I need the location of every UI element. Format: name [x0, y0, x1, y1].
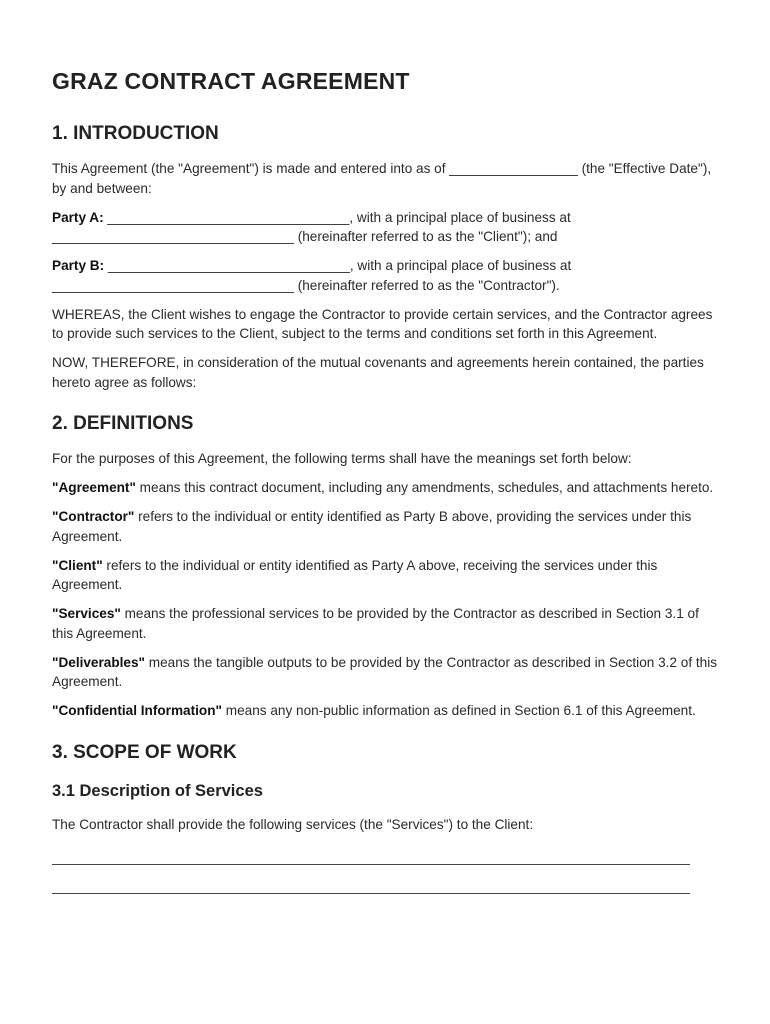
now-therefore-paragraph: NOW, THEREFORE, in consideration of the mutual covenants and agreements herein contained, the parties hereto agree as follows: [52, 355, 704, 390]
section-heading: 3. SCOPE OF WORK [52, 741, 237, 763]
party-a-paragraph [52, 208, 718, 247]
intro-paragraph: This Agreement (the "Agreement") is made and entered into as of _________________ (the "Effective Date"), by and between: [52, 161, 712, 196]
party-b-text: ________________________________, with a principal place of business at ________________________________ (hereinafter referred to as the "Contractor"). [52, 258, 572, 293]
blank-lines [52, 846, 718, 894]
definition-item [52, 478, 718, 498]
definition-item [52, 556, 718, 595]
section-definitions [52, 413, 718, 721]
definition-item [52, 604, 718, 643]
section-heading: 2. DEFINITIONS [52, 413, 194, 434]
party-b-label: Party B: [52, 258, 105, 273]
definition-item [52, 507, 718, 546]
services-intro: The Contractor shall provide the following services (the "Services") to the Client: [52, 816, 534, 832]
definition-text: means the professional services to be provided by the Contractor as described in Section 3.1 of this Agreement. [52, 606, 699, 641]
definition-text: refers to the individual or entity identified as Party A above, receiving the services under this Agreement. [52, 557, 658, 592]
document-title: GRAZ CONTRACT AGREEMENT [52, 68, 410, 94]
definition-term: "Deliverables" [52, 654, 145, 670]
party-a-text: ________________________________, with a principal place of business at ________________________________ (hereinafter referred to as the "Client"); and [52, 209, 571, 244]
definition-item [52, 653, 718, 692]
party-b-paragraph [52, 256, 718, 295]
subsection-heading: 3.1 Description of Services [52, 781, 263, 800]
definitions-intro: For the purposes of this Agreement, the following terms shall have the meanings set forth below: [52, 451, 632, 466]
definition-text: means this contract document, including any amendments, schedules, and attachments hereto. [135, 480, 714, 495]
definition-term: "Contractor" [52, 509, 135, 524]
blank-line [52, 846, 690, 865]
definition-term: "Services" [52, 606, 121, 621]
definition-term: "Confidential Information" [52, 703, 222, 718]
section-heading: 1. INTRODUCTION [52, 123, 219, 144]
definition-text: means the tangible outputs to be provided by the Contractor as described in Section 3.2 of this Agreement. [52, 654, 718, 689]
section-introduction [52, 123, 718, 392]
definition-item [52, 701, 718, 721]
party-a-label: Party A: [52, 209, 104, 225]
whereas-paragraph: WHEREAS, the Client wishes to engage the Contractor to provide certain services, and the Contractor agrees to provide such services to the Client, subject to the terms and conditions set forth in this Agreement. [52, 306, 713, 341]
definition-term: "Agreement" [52, 480, 136, 495]
section-scope-of-work [52, 742, 718, 895]
definition-text: means any non-public information as defined in Section 6.1 of this Agreement. [221, 703, 696, 718]
definition-text: refers to the individual or entity identified as Party B above, providing the services under this Agreement. [52, 509, 692, 544]
blank-line [52, 875, 690, 894]
definition-term: "Client" [52, 557, 103, 573]
